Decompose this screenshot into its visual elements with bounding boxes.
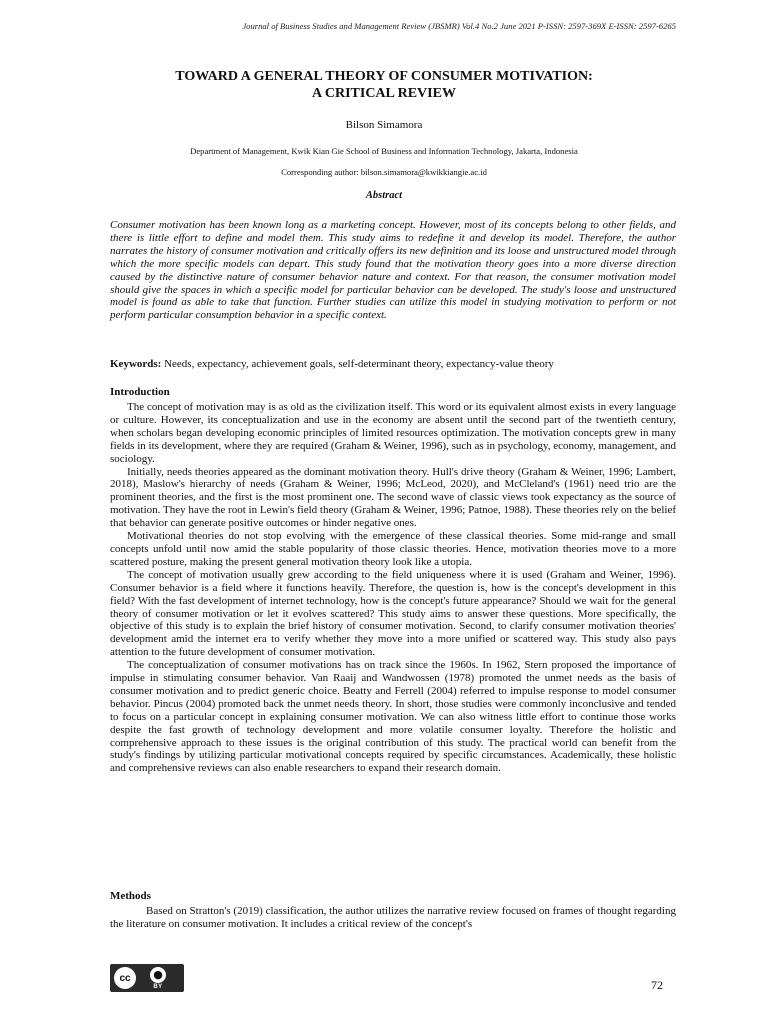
- by-attribution: [150, 967, 166, 990]
- title-line-1: TOWARD A GENERAL THEORY OF CONSUMER MOTIVATION:: [175, 69, 593, 84]
- page-number: 72: [651, 978, 663, 992]
- keywords: [110, 358, 676, 371]
- abstract-heading: Abstract: [365, 190, 403, 201]
- author-name: Bilson Simamora: [345, 119, 423, 131]
- author-affiliation: Department of Management, Kwik Kian Gie School of Business and Information Technology, Jakarta, Indonesia: [190, 146, 578, 156]
- paper-title: [0, 68, 768, 102]
- intro-paragraph-5: The conceptualization of consumer motivations has on track since the 1960s. In 1962, Stern proposed the importance of impulse in stimulating consumer behavior. Van Raaij and Wandwossen (1978) promoted the unmet needs as the basis of consumer motivation and to predict generic choice. Beatty and Ferrell (2004) referred to impulse response to model consumer behavior. Pincus (2004) promoted back the unmet needs theory. In short, those studies were commonly inconclusive and tended to focus on a particular concept in explaining consumer motivation. We can also witness little effort to continue those works despite the fast growth of technology development and more volatile consumer loyalty. Therefore the holistic and comprehensive approach to these issues is the original contribution of this study. The practical world can benefit from the study's findings by utilizing particular motivational concepts required by specific circumstances. Academically, these holistic and comprehensive reviews can also enable researchers to expand their research domain.: [110, 659, 676, 775]
- keywords-label: Keywords:: [110, 358, 162, 370]
- person-icon: ●: [150, 967, 166, 983]
- methods-paragraph: Based on Stratton's (2019) classification, the author utilizes the narrative review focused on frames of thought regarding the literature on consumer motivation. It includes a critical review of the concept's: [110, 905, 676, 930]
- by-label: BY: [153, 983, 163, 990]
- intro-paragraph-2: Initially, needs theories appeared as the dominant motivation theory. Hull's drive theory (Graham & Weiner, 1996; Lambert, 2018), Maslow's hierarchy of needs (Graham & Weiner, 1996; McLeod, 2020), and McCleland's (1961) need trio are the prominent theories, and the first is the most prominent one. The second wave of classic views took expectancy as the source of motivation. They have the root in Lewin's field theory (Graham & Weiner, 1996; Patnoe, 1988). These theories rely on the belief that behavior can generate positive outcomes or hinder negative ones.: [110, 465, 676, 530]
- introduction-heading: Introduction: [110, 386, 170, 398]
- intro-paragraph-4: The concept of motivation usually grew according to the field uniqueness where it is used (Graham and Weiner, 1996). Consumer behavior is a field where it functions heavily. Therefore, the question is, how is the concept's development in this field? With the fast development of internet technology, how is the concept's future appearance? Should we wait for the general theory of consumer motivation or let it evolves scattered? This study aims to answer these questions. More specifically, the objective of this study is to explain the brief history of consumer motivation. Second, to clarify consumer motivation theories' development amid the internet era to verify whether they move into a more unified or scattered way. This study also pays attention to the future development of consumer motivation.: [110, 568, 676, 659]
- introduction-body: [110, 401, 676, 775]
- running-head: Journal of Business Studies and Management Review (JBSMR) Vol.4 No.2 June 2021 P-ISSN: 2597-369X E-ISSN: 2597-6265: [242, 21, 676, 31]
- title-line-2: A CRITICAL REVIEW: [312, 86, 456, 101]
- keywords-list: Needs, expectancy, achievement goals, self-determinant theory, expectancy-value theory: [164, 358, 554, 370]
- abstract-text: Consumer motivation has been known long as a marketing concept. However, most of its concepts belong to other fields, and there is little effort to define and model them. This study aims to redefine it and develop its model. Therefore, the author narrates the history of consumer motivation and critically offers its new definition and its loose and unstructured model through which the more specific models can depart. This study found that the motivation theory goes into a more diverse direction caused by the distinctive nature of consumer behavior nature and context. For that reason, the consumer motivation model should give the spaces in which a specific model for particular behavior can be developed. The study's loose and unstructured model is found as able to take that function. Further studies can utilize this model in studying motivation to perform or not perform particular consumption behavior in a specific context.: [110, 219, 676, 322]
- cc-by-license-badge[interactable]: [110, 964, 184, 992]
- intro-paragraph-1: The concept of motivation may is as old as the civilization itself. This word or its equivalent almost exists in every language or culture. However, its conceptualization and use in the economy are absent until the second part of the twentieth century, when scholars began developing economic principles of limited resources optimization. The motivation concepts grew in many fields in its development, where they are required (Graham & Weiner, 1996), such as in psychology, economy, management, and sociology.: [110, 401, 676, 465]
- intro-paragraph-3: Motivational theories do not stop evolving with the emergence of these classical theories. Some mid-range and small concepts unfold until now amid the stable popularity of those classic theories. Hence, motivation theories move to a more scattered posture, making the present general motivation theory look like a utopia.: [110, 530, 676, 568]
- methods-heading: Methods: [110, 890, 151, 902]
- creative-commons-icon: cc: [114, 967, 136, 989]
- corresponding-author: Corresponding author: bilson.simamora@kwikkiangie.ac.id: [281, 167, 487, 177]
